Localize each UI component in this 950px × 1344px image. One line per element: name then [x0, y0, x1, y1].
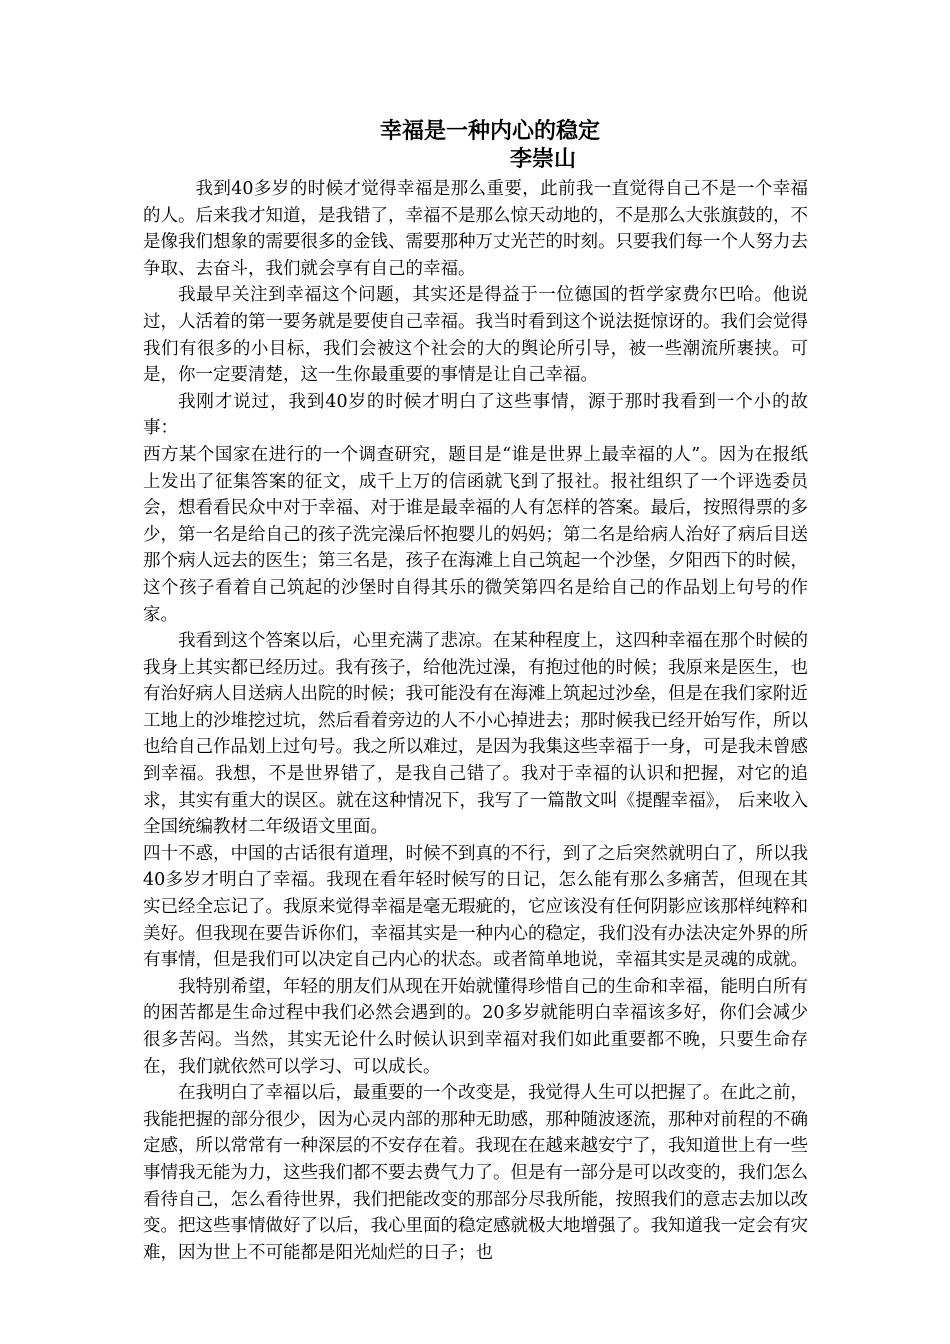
document-author: 李崇山: [510, 147, 577, 172]
paragraph: 西方某个国家在进行的一个调查研究，题目是“谁是世界上最幸福的人”。因为在报纸上发出了征集答案的征文，成千上万的信函就飞到了报社。报社组织了一个评选委员会，想看看民众中对于幸福、对于谁是最幸福的人有怎样的答案。最后，按照得票的多少，第一名是给自己的孩子洗完澡后怀抱婴儿的妈妈；第二名是给病人治好了病后目送那个病人远去的医生；第三名是，孩子在海滩上自己筑起一个沙堡，夕阳西下的时候，这个孩子看着自己筑起的沙堡时自得其乐的微笑第四名是给自己的作品划上句号的作家。: [143, 444, 808, 625]
paragraph: 我特别希望，年轻的朋友们从现在开始就懂得珍惜自己的生命和幸福，能明白所有的困苦都是生命过程中我们必然会遇到的。20多岁就能明白幸福该多好，你们会减少很多苦闷。当然，其实无论什么时候认识到幸福对我们如此重要都不晚，只要生命存在，我们就依然可以学习、可以成长。: [143, 976, 808, 1077]
document-body: [143, 176, 808, 1266]
paragraph: 在我明白了幸福以后，最重要的一个改变是，我觉得人生可以把握了。在此之前，我能把握的部分很少，因为心灵内部的那种无助感，那种随波逐流，那种对前程的不确定感，所以常常有一种深层的不安存在着。我现在在越来越安宁了，我知道世上有一些事情我无能为力，这些我们都不要去费气力了。但是有一部分是可以改变的，我们怎么看待自己，怎么看待世界，我们把能改变的那部分尽我所能，按照我们的意志去加以改变。把这些事情做好了以后，我心里面的稳定感就极大地增强了。我知道我一定会有灾难，因为世上不可能都是阳光灿烂的日子；也: [143, 1083, 808, 1263]
paragraph: 我到40多岁的时候才觉得幸福是那么重要，此前我一直觉得自己不是一个幸福的人。后来我才知道，是我错了，幸福不是那么惊天动地的，不是那么大张旗鼓的，不是像我们想象的需要很多的金钱、需要那种万丈光芒的时刻。只要我们每一个人努力去争取、去奋斗，我们就会享有自己的幸福。: [143, 179, 808, 279]
document-title: 幸福是一种内心的稳定: [379, 119, 600, 144]
paragraph: 我看到这个答案以后，心里充满了悲凉。在某种程度上，这四种幸福在那个时候的我身上其实都已经历过。我有孩子，给他洗过澡，有抱过他的时候；我原来是医生，也有治好病人目送病人出院的时候；我可能没有在海滩上筑起过沙垒，但是在我们家附近工地上的沙堆挖过坑，然后看着旁边的人不小心掉进去；那时候我已经开始写作，所以也给自己作品划上过句号。我之所以难过，是因为我集这些幸福于一身，可是我未曾感到幸福。我想，不是世界错了，是我自己错了。我对于幸福的认识和把握，对它的追求，其实有重大的误区。就在这种情况下，我写了一篇散文叫《提醒幸福》， 后来收入全国统编教材二年级语文里面。: [143, 631, 808, 838]
paragraph: 四十不惑，中国的古话很有道理，时候不到真的不行，到了之后突然就明白了，所以我40多岁才明白了幸福。我现在看年轻时候写的日记，怎么能有那么多痛苦，但现在其实已经全忘记了。我原来觉得幸福是毫无瑕疵的，它应该没有任何阴影应该那样纯粹和美好。但我现在要告诉你们，幸福其实是一种内心的稳定，我们没有办法决定外界的所有事情，但是我们可以决定自己内心的状态。或者简单地说，幸福其实是灵魂的成就。: [143, 843, 808, 971]
paragraph: 我刚才说过，我到40岁的时候才明白了这些事情，源于那时我看到一个小的故事：: [143, 391, 808, 439]
paragraph: 我最早关注到幸福这个问题，其实还是得益于一位德国的哲学家费尔巴哈。他说过，人活着的第一要务就是要使自己幸福。我当时看到这个说法挺惊讶的。我们会觉得我们有很多的小目标，我们会被这个社会的大的舆论所引导，被一些潮流所裹挟。可是，你一定要清楚，这一生你最重要的事情是让自己幸福。: [143, 285, 808, 386]
